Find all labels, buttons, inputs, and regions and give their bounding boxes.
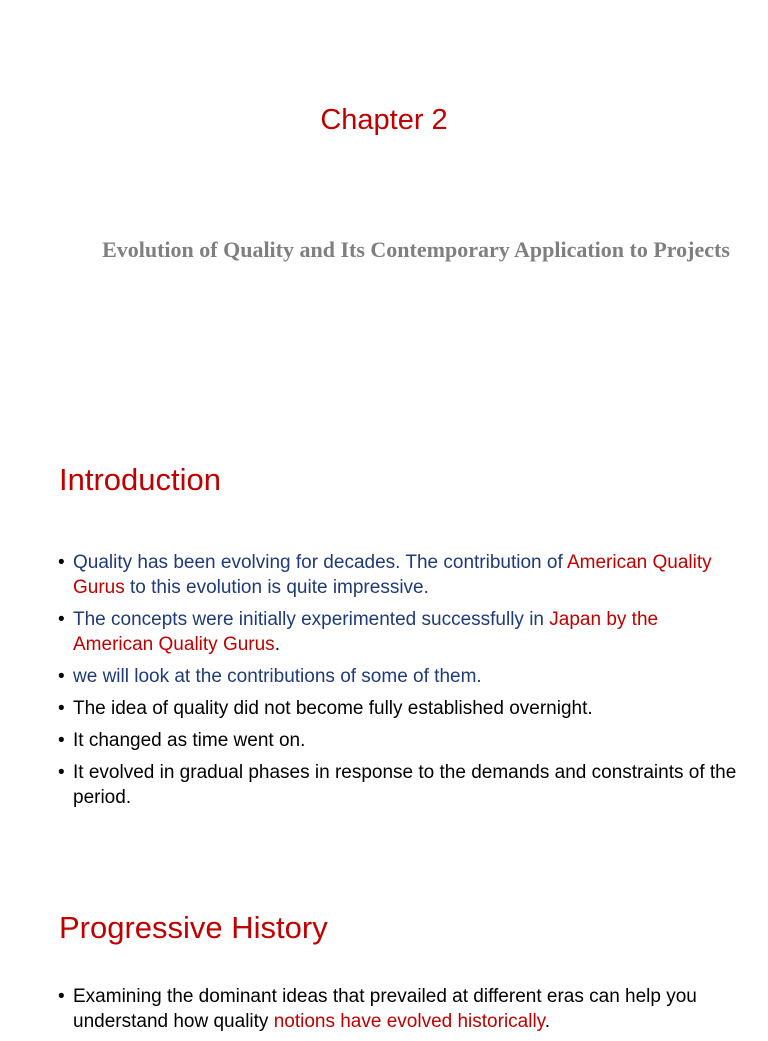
list-item: • It evolved in gradual phases in response to the demands and constraints of the period. (58, 760, 738, 810)
list-item: • It changed as time went on. (58, 728, 738, 753)
list-item: • Examining the dominant ideas that prevailed at different eras can help you understand how quality notions have evolved historically. (58, 984, 738, 1034)
progressive-history-heading: Progressive History (59, 910, 328, 945)
chapter-subtitle: Evolution of Quality and Its Contemporary Application to Projects (102, 237, 730, 262)
list-item: • Quality has been evolving for decades. The contribution of American Quality Gurus to this evolution is quite impressive. (58, 550, 738, 600)
chapter-title: Chapter 2 (320, 104, 448, 136)
list-item: • we will look at the contributions of some of them. (58, 664, 738, 689)
introduction-heading: Introduction (59, 462, 221, 497)
introduction-bullet-list (58, 550, 738, 817)
list-item: • The concepts were initially experimented successfully in Japan by the American Quality Gurus. (58, 607, 738, 657)
progressive-history-bullet-list (58, 984, 738, 1041)
list-item: • The idea of quality did not become fully established overnight. (58, 696, 738, 721)
